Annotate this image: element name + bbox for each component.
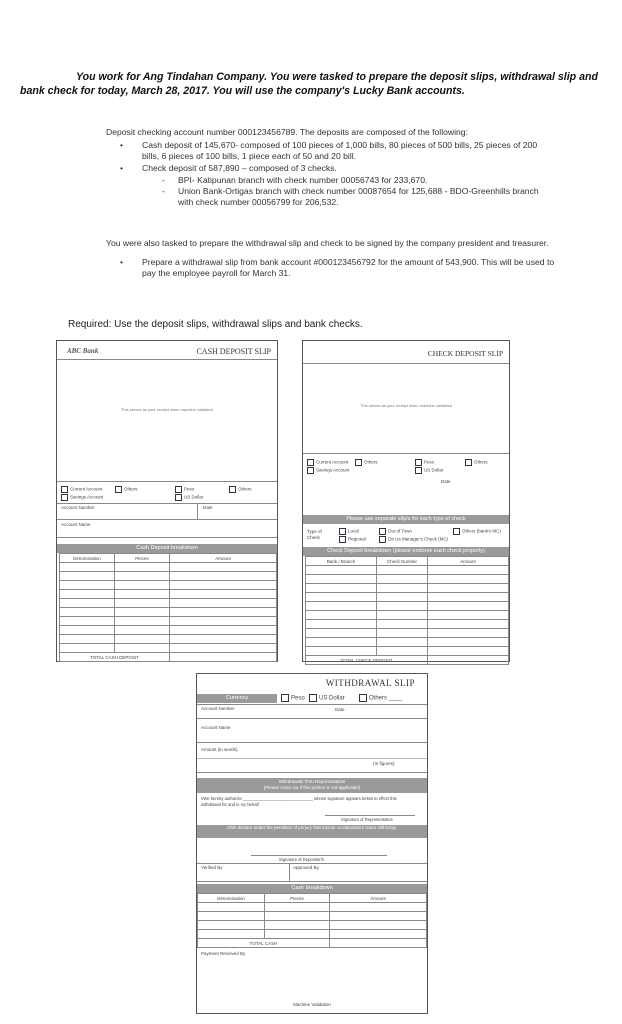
check-deposit-slip <box>302 340 510 662</box>
divider <box>57 519 277 520</box>
deposit-bullet: • Cash deposit of 145,670- composed of 100 pieces of 1,000 bills, 80 pieces of 500 bills, 25 pieces of 200 bills, 6 pieces of 100 bills, 1 piece each of 50 and 20 bill. <box>120 140 538 161</box>
verified-label: Verified By <box>201 865 223 870</box>
divider <box>197 772 427 773</box>
col-header: Amount <box>330 894 427 903</box>
checkbox[interactable] <box>229 486 236 493</box>
deposit-instructions <box>106 127 556 208</box>
checkbox[interactable] <box>415 459 422 466</box>
deposit-sub-bullet: - BPI- Katipunan branch with check number 00056743 for 233,670. <box>162 175 428 185</box>
checkbox[interactable] <box>115 486 122 493</box>
option-peso[interactable] <box>175 486 194 493</box>
option-savings[interactable] <box>307 467 349 474</box>
slip-title: CASH DEPOSIT SLIP <box>196 347 271 356</box>
withdrawal-bullet: • Prepare a withdrawal slip from bank account #000123456792 for the amount of 543,900. This will be used to pay the employee payroll for March 31. <box>120 257 555 278</box>
option-peso[interactable] <box>281 694 305 702</box>
bank-logo: ABC Bank <box>67 347 99 355</box>
table-row <box>60 572 277 581</box>
in-figures-label: (In figures) <box>373 761 395 766</box>
option-others-currency[interactable] <box>465 459 488 466</box>
approved-label: Approved By <box>293 865 319 870</box>
type-of-check-label: Type of Check <box>307 529 322 540</box>
table-row <box>306 566 509 575</box>
option-label: Peso <box>184 486 195 492</box>
option-label: Others <box>474 459 488 465</box>
divider <box>57 481 277 482</box>
withdrawal-bullet-text: Prepare a withdrawal slip from bank account #000123456792 for the amount of 543,900. This will be used to pay the employee payroll for March 31. <box>142 257 555 278</box>
divider <box>197 718 427 719</box>
option-usd[interactable] <box>309 694 345 702</box>
receipt-note: This serves as your receipt when machine validated <box>360 403 452 408</box>
table-row <box>306 593 509 602</box>
divider <box>289 863 290 881</box>
total-label: TOTAL CASH <box>198 939 330 948</box>
option-usd[interactable] <box>415 467 443 474</box>
option-label: Others (bank's MC) <box>462 528 501 534</box>
option-label: US Dollar <box>319 695 345 702</box>
table-row <box>306 611 509 620</box>
col-header: Bank / Branch <box>306 557 377 566</box>
sig-depositor-label: Signature of Depositor/s <box>279 857 324 862</box>
table-row <box>60 635 277 644</box>
checkbox[interactable] <box>339 528 346 535</box>
slip-title: CHECK DEPOSIT SLIP <box>427 349 503 358</box>
option-label: Out of Town <box>388 528 412 534</box>
option-label: Local <box>348 528 359 534</box>
col-header: Denomination <box>60 554 115 563</box>
signature-line <box>325 815 415 816</box>
divider <box>197 881 427 882</box>
representative-title: Withdrawals Thru Representative <box>278 779 346 784</box>
option-label: Savings Account <box>70 494 104 500</box>
option-label: Others <box>364 459 378 465</box>
option-label: US Dollar <box>184 494 204 500</box>
deposit-sub-bullet-text: BPI- Katipunan branch with check number 00056743 for 233,670. <box>178 175 428 185</box>
divider <box>197 758 427 759</box>
checkbox[interactable] <box>379 528 386 535</box>
option-peso[interactable] <box>415 459 434 466</box>
table-row <box>60 563 277 572</box>
option-others[interactable] <box>115 486 138 493</box>
checkbox[interactable] <box>339 536 346 543</box>
table-row <box>306 647 509 656</box>
checkbox[interactable] <box>61 486 68 493</box>
check-breakdown-bar: Check Deposit breakdown (please endorse each check properly) <box>303 547 509 556</box>
amount-words-label: Amount (in words) <box>201 747 238 752</box>
option-label: Others <box>124 486 138 492</box>
signature-line <box>251 855 387 856</box>
divider <box>197 742 427 743</box>
check-breakdown-table <box>305 556 509 665</box>
sig-rep-label: Signature of Representative <box>341 817 393 822</box>
col-header: Amount <box>170 554 277 563</box>
payment-received-label: Payment Received By <box>201 951 246 956</box>
withdrawal-breakdown-table <box>197 893 427 948</box>
option-label: Savings Account <box>316 467 350 473</box>
table-row <box>198 912 427 921</box>
table-row <box>306 620 509 629</box>
table-row <box>60 644 277 653</box>
deposit-sub-bullet: - Union Bank-Ortigas branch with check number 00087654 for 125,688 - BDO-Greenhills branch with check number 00056799 for 206,532. <box>162 186 539 207</box>
option-current[interactable] <box>307 459 348 466</box>
total-row <box>60 653 277 662</box>
currency-bar: Currency <box>197 694 277 703</box>
table-row <box>198 921 427 930</box>
intro-paragraph <box>20 70 602 98</box>
cash-breakdown-table <box>59 553 277 662</box>
option-others-currency[interactable] <box>229 486 252 493</box>
representative-bar <box>197 778 427 793</box>
table-row <box>60 581 277 590</box>
col-header: Pieces <box>115 554 170 563</box>
date-label: Date <box>335 707 345 712</box>
intro-text: You work for Ang Tindahan Company. You were tasked to prepare the deposit slips, withdrawal slip and bank check for today, March 28, 2017. You will use the company's Lucky Bank accounts. <box>20 71 598 97</box>
withdrawal-instructions <box>106 238 556 280</box>
deposit-bullet-text: Check deposit of 587,890 – composed of 3 checks. <box>142 163 337 173</box>
type-out-of-town[interactable] <box>379 528 412 535</box>
option-usd[interactable] <box>175 494 203 501</box>
cash-breakdown-bar: Cash Deposit breakdown <box>57 544 277 553</box>
account-number-label: Account Number <box>61 505 95 510</box>
table-row <box>60 590 277 599</box>
table-row <box>60 626 277 635</box>
option-others[interactable] <box>355 459 378 466</box>
account-name-label: Account Name <box>61 522 91 527</box>
cash-deposit-slip <box>56 340 278 662</box>
total-label: TOTAL CASH DEPOSIT <box>60 653 170 662</box>
declare-bar: I/We declare under the penalties of perjury that my/our co-depositors is/are still living. <box>197 825 427 838</box>
checkbox[interactable] <box>175 494 182 501</box>
deposit-bullet-text: Cash deposit of 145,670- composed of 100 pieces of 1,000 bills, 80 pieces of 500 bills, 25 pieces of 200 bills, 6 pieces of 100 bills, 1 piece each of 50 and 20 bill. <box>142 140 538 161</box>
table-row <box>306 575 509 584</box>
checkbox[interactable] <box>415 467 422 474</box>
table-row <box>60 599 277 608</box>
withdrawal-slip <box>196 673 428 1014</box>
divider <box>57 537 277 538</box>
col-header: Pieces <box>265 894 330 903</box>
separate-slip-bar: Please use separate slip/s for each type of check <box>303 515 509 524</box>
col-header: Check Number <box>377 557 428 566</box>
cash-breakdown-bar: Cash breakdown <box>197 884 427 893</box>
option-label: Current Account <box>316 459 349 465</box>
checkbox[interactable] <box>379 536 386 543</box>
option-label: Current Account <box>70 486 103 492</box>
table-row <box>306 638 509 647</box>
divider <box>197 863 427 864</box>
total-label: TOTAL CHECK DEPOSIT <box>306 656 428 665</box>
checkbox[interactable] <box>307 459 314 466</box>
checkbox[interactable] <box>359 694 367 702</box>
total-row <box>306 656 509 665</box>
option-label: Peso <box>424 459 435 465</box>
option-label: Regional <box>348 536 366 542</box>
receipt-note: This serves as your receipt when machine validated <box>121 407 213 412</box>
required-line: Required: Use the deposit slips, withdrawal slips and bank checks. <box>68 319 363 330</box>
divider <box>197 704 427 705</box>
date-label: Date <box>203 505 213 510</box>
type-local[interactable] <box>339 528 359 535</box>
checkbox[interactable] <box>307 467 314 474</box>
total-row <box>198 939 427 948</box>
option-label: Others <box>238 486 252 492</box>
table-row <box>198 930 427 939</box>
machine-validation-label: Machine Validation <box>293 1002 331 1007</box>
divider <box>303 453 509 454</box>
deposit-sub-bullet-text: Union Bank-Ortigas branch with check number 00087654 for 125,688 - BDO-Greenhills branch with check number 00056799 for 206,532. <box>178 186 539 207</box>
representative-note: (Please cross out if this portion is not applicable) <box>263 785 361 790</box>
table-row <box>306 602 509 611</box>
col-header: Denomination <box>198 894 265 903</box>
table-row <box>60 608 277 617</box>
checkbox[interactable] <box>281 694 289 702</box>
authorize-text: I/We hereby authorize ______________________________ whose signature appears below to effect this withdrawal for and in my behalf. <box>201 796 397 807</box>
table-row <box>198 903 427 912</box>
type-others-mc[interactable] <box>453 528 501 535</box>
divider <box>303 363 509 364</box>
account-number-label: Account Number <box>201 706 235 711</box>
checkbox[interactable] <box>355 459 362 466</box>
option-others[interactable]: Others ____ <box>359 694 402 702</box>
deposit-bullet: • Check deposit of 587,890 – composed of 3 checks. <box>120 163 337 173</box>
checkbox[interactable] <box>175 486 182 493</box>
table-row <box>60 617 277 626</box>
option-savings[interactable] <box>61 494 103 501</box>
option-label: Others <box>369 695 388 702</box>
slip-title: WITHDRAWAL SLIP <box>325 678 415 688</box>
table-row <box>306 584 509 593</box>
divider <box>57 503 277 504</box>
checkbox[interactable] <box>453 528 460 535</box>
option-label: On Us Manager's Check (MC) <box>388 536 449 542</box>
checkbox[interactable] <box>465 459 472 466</box>
deposit-line: Deposit checking account number 000123456789. The deposits are composed of the following: <box>106 127 468 137</box>
option-current[interactable] <box>61 486 102 493</box>
withdrawal-line: You were also tasked to prepare the withdrawal slip and check to be signed by the company president and treasurer. <box>106 238 549 248</box>
divider <box>197 503 198 519</box>
date-label: Date <box>441 479 451 484</box>
option-label: Peso <box>291 695 305 702</box>
divider <box>57 359 277 360</box>
option-label: US Dollar <box>424 467 444 473</box>
type-regional[interactable] <box>339 536 366 543</box>
col-header: Amount <box>428 557 509 566</box>
checkbox[interactable] <box>309 694 317 702</box>
account-name-label: Account Name <box>201 725 231 730</box>
checkbox[interactable] <box>61 494 68 501</box>
table-row <box>306 629 509 638</box>
type-on-us-mc[interactable] <box>379 536 448 543</box>
